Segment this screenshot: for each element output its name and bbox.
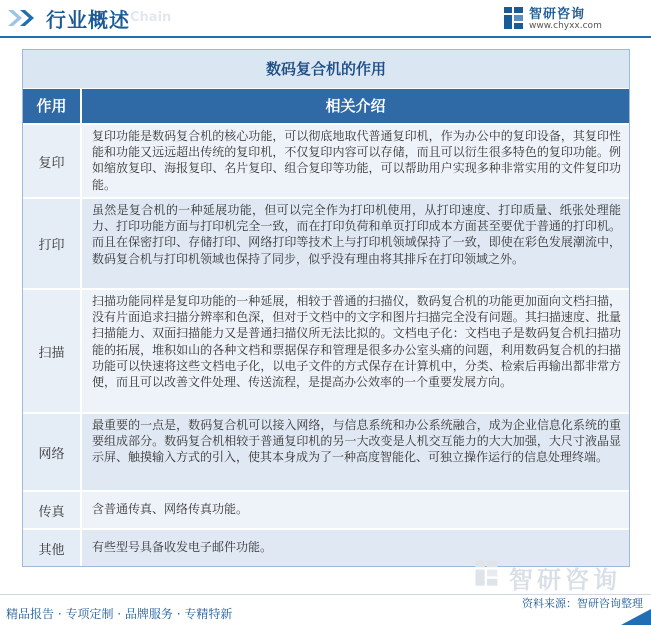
row-description: 最重要的一点是，数码复合机可以接入网络，与信息系统和办公系统融合，成为企业信息化系统的重要组成部分。数码复合机相较于普通复印机的另一大改变是人机交互能力的大大加强，大尺寸液晶显示屏、触摸输入方式的引入，使其本身成为了一种高度智能化、可独立操作运行的信息处理终端。 [82, 414, 629, 490]
column-header-function: 作用 [23, 89, 82, 123]
row-function-name: 扫描 [23, 290, 82, 412]
row-function-name: 网络 [23, 414, 82, 490]
row-description: 有些型号具备收发电子邮件功能。 [82, 530, 629, 566]
brand-logo-watermark-icon [473, 558, 501, 588]
row-function-name: 复印 [23, 125, 82, 197]
brand-url: www.chyxx.com [529, 21, 602, 31]
table-row [23, 412, 629, 490]
corner-triangle-decoration [621, 609, 651, 625]
section-title: 行业概述 [46, 8, 130, 32]
footer-brand-name: 智研咨询 [509, 566, 621, 594]
source-note: 资料来源：智研咨询整理 [522, 597, 643, 610]
table-row [23, 123, 629, 197]
brand-logo-block [503, 3, 643, 35]
table-row [23, 288, 629, 412]
column-header-description: 相关介绍 [325, 97, 386, 115]
table-row [23, 197, 629, 288]
row-description: 含普通传真、网络传真功能。 [82, 492, 629, 528]
page-header [0, 0, 651, 38]
table-row [23, 490, 629, 528]
watermark-text: Chain [130, 10, 172, 25]
double-chevron-icon [8, 8, 42, 28]
footer-watermark-brand [473, 558, 633, 594]
brand-name: 智研咨询 [529, 7, 586, 22]
function-table [22, 49, 630, 567]
row-description: 扫描功能同样是复印功能的一种延展，相较于普通的扫描仪，数码复合机的功能更加面向文档扫描，没有片面追求扫描分辨率和色深，但对于文档中的文字和图片扫描完全没有问题。其扫描速度、批量扫描能力、双面扫描能力又是普通扫描仪所无法比拟的。文档电子化：文档电子是数码复合机扫描功能的拓展，堆积如山的各种文档和票据保存和管理是很多办公室头痛的问题，利用数码复合机的扫描功能可以快速将这些文档电子化，以电子文件的方式保存在计算机中，分类、检索后再输出都非常方便，而且可以改善文件处理、传送流程，是提高办公效率的一个重要发展方向。 [82, 290, 629, 412]
row-function-name: 打印 [23, 199, 82, 288]
table-caption: 数码复合机的作用 [23, 50, 629, 89]
row-function-name: 其他 [23, 530, 82, 566]
table-header-row [23, 89, 629, 123]
footer-tagline: 精品报告 · 专项定制 · 品牌服务 · 专精特新 [6, 607, 233, 621]
page-footer [0, 594, 651, 625]
row-description: 虽然是复合机的一种延展功能，但可以完全作为打印机使用，从打印速度、打印质量、纸张处理能力、打印功能方面与打印机完全一致，而在打印负荷和单页打印成本方面甚至要优于普通的打印机。而且在保密打印、存储打印、网络打印等技术上与打印机领域保持了一致，即使在彩色发展潮流中，数码复合机与打印机领域也保持了同步，似乎没有理由将其排斥在打印领域之外。 [82, 199, 629, 288]
brand-logo-icon [503, 5, 525, 31]
row-function-name: 传真 [23, 492, 82, 528]
row-description: 复印功能是数码复合机的核心功能，可以彻底地取代普通复印机，作为办公中的复印设备，其复印性能和功能又远远超出传统的复印机，不仅复印内容可以存储，而且可以衍生很多特色的复印功能。例如缩放复印、海报复印、名片复印、组合复印等功能，可以帮助用户实现多种非常实用的文件复印功能。 [82, 125, 629, 197]
